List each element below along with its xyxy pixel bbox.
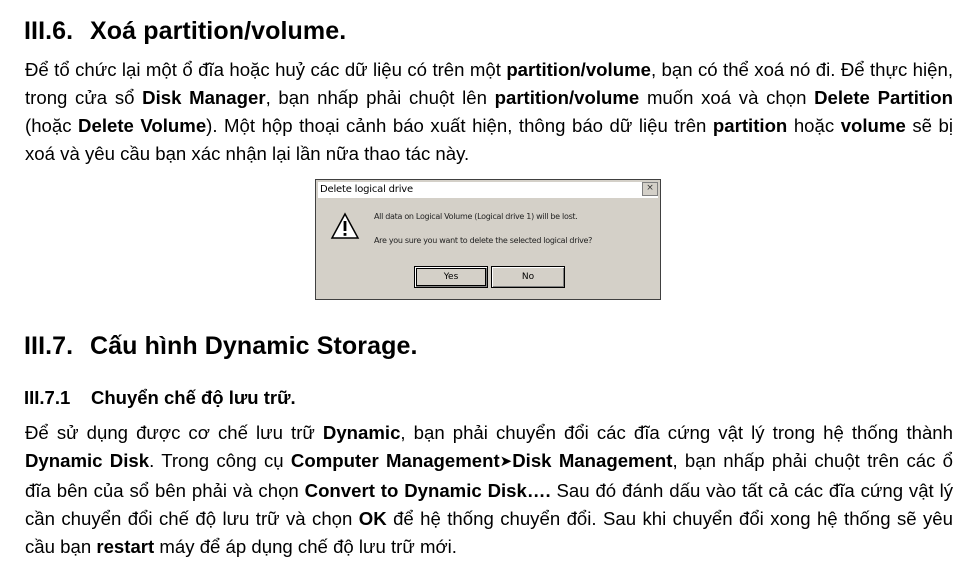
bold-term: volume	[840, 115, 906, 136]
text-run: để hệ thống chuyển đổi. Sau khi chuyển đổi xong hệ thống sẽ yêu cầu bạn	[25, 508, 953, 557]
text-run: Để sử dụng được cơ chế lưu trữ	[25, 422, 323, 443]
close-icon[interactable]: ×	[642, 182, 658, 196]
text-run: sẽ bị xoá và yêu cầu bạn xác nhận lại lần nữa thao tác này.	[25, 115, 953, 164]
text-run: máy để áp dụng chế độ lưu trữ mới.	[154, 536, 457, 557]
section-heading-dynamic-storage	[24, 331, 418, 361]
subsection-heading-storage-mode	[24, 386, 296, 410]
bold-term: Computer Management	[290, 450, 500, 471]
text-run: , bạn nhấp phải chuột lên	[265, 87, 495, 108]
text-run: (hoặc	[25, 115, 79, 136]
bold-term: Disk Management	[512, 450, 673, 471]
text-run: muốn xoá và chọn	[639, 87, 815, 108]
bold-term: Delete Volume	[78, 115, 207, 136]
text-run: Để tổ chức lại một ổ đĩa hoặc huỷ các dữ liệu có trên một	[25, 59, 507, 80]
bold-term: partition/volume	[506, 59, 651, 80]
section-title: Xoá partition/volume.	[90, 17, 347, 45]
bold-term: OK	[358, 508, 387, 529]
text-run: Sau đó đánh dấu vào tất cả các đĩa cứng vật lý cần chuyển đổi chế độ lưu trữ và chọn	[25, 480, 954, 529]
text-run: , bạn phải chuyển đổi các đĩa cứng vật lý trong hệ thống thành	[400, 422, 953, 443]
bold-term: Convert to Dynamic Disk….	[304, 480, 551, 501]
text-run: ). Một hộp thoại cảnh báo xuất hiện, thông báo dữ liệu trên	[206, 115, 713, 136]
dialog-title: Delete logical drive	[318, 182, 658, 198]
bold-term: partition	[712, 115, 788, 136]
bold-term: Delete Partition	[814, 87, 953, 108]
text-run: , bạn có thể xoá nó đi. Để thực hiện, trong cửa sổ	[25, 59, 953, 108]
text-run: , bạn nhấp phải chuột trên các ổ đĩa bên của sổ bên phải và chọn	[25, 450, 954, 501]
bold-term: restart	[96, 536, 155, 557]
section-title: Cấu hình Dynamic Storage.	[90, 332, 418, 360]
paragraph-convert-dynamic	[25, 419, 953, 561]
menu-arrow-icon: ➤	[499, 453, 513, 470]
subsection-number: III.7.1	[24, 387, 71, 408]
bold-term: Dynamic Disk	[25, 450, 150, 471]
dialog-message-1: All data on Logical Volume (Logical drive 1) will be lost.	[374, 212, 578, 221]
no-button[interactable]: No	[491, 266, 565, 288]
section-number: III.6.	[24, 17, 74, 45]
section-heading-delete-partition	[24, 16, 346, 46]
bold-term: partition/volume	[494, 87, 640, 108]
dialog-message-2: Are you sure you want to delete the selected logical drive?	[374, 236, 593, 245]
paragraph-delete-partition	[25, 56, 953, 168]
yes-button[interactable]: Yes	[414, 266, 488, 288]
subsection-title: Chuyển chế độ lưu trữ.	[91, 387, 296, 408]
text-run: hoặc	[787, 115, 841, 136]
bold-term: Disk Manager	[142, 87, 266, 108]
warning-icon	[330, 212, 360, 240]
bold-term: Dynamic	[322, 422, 401, 443]
delete-logical-drive-dialog	[315, 179, 661, 300]
text-run: . Trong công cụ	[149, 450, 291, 471]
section-number: III.7.	[24, 332, 74, 360]
